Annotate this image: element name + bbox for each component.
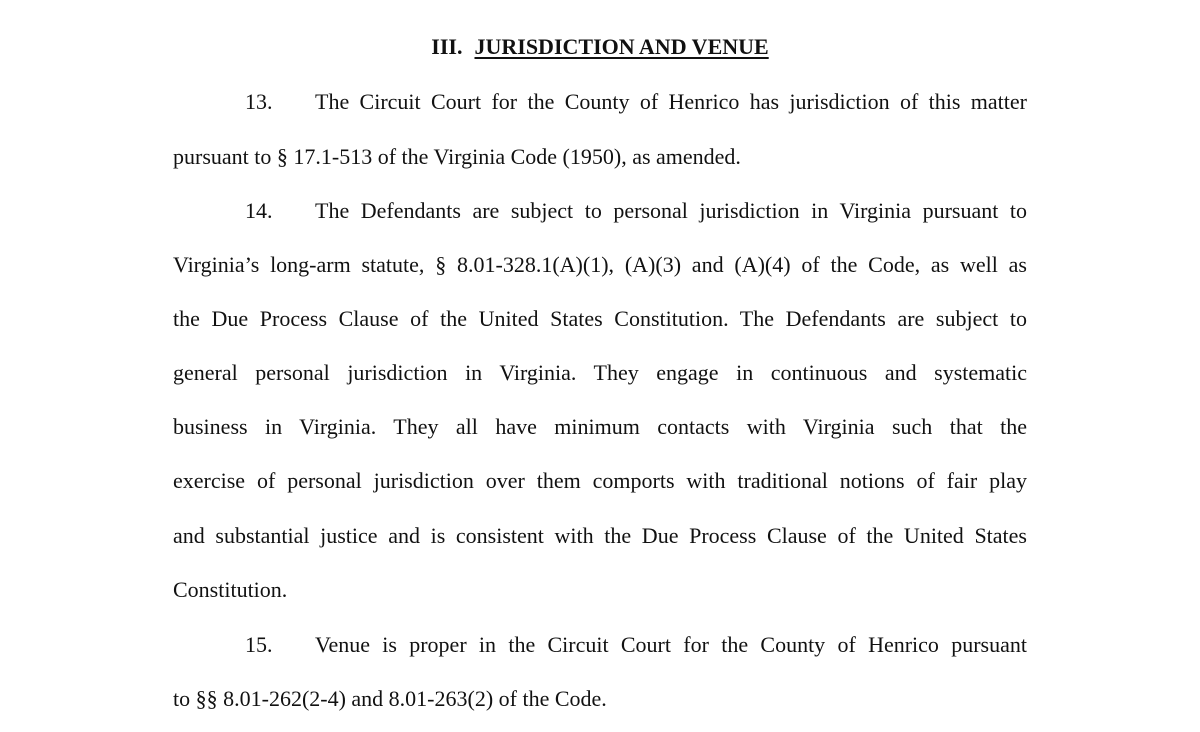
paragraph-number: 13. [245, 89, 273, 114]
paragraph-14-line-3: the Due Process Clause of the United States Constitution. The Defendants are subject to [173, 306, 1027, 331]
paragraph-14-line-5: business in Virginia. They all have minimum contacts with Virginia such that the [173, 414, 1027, 439]
paragraph-number: 14. [245, 198, 273, 223]
paragraph-14-line-2: Virginia’s long-arm statute, § 8.01-328.1(A)(1), (A)(3) and (A)(4) of the Code, as well as [173, 252, 1027, 277]
paragraph-14-line-1 [245, 195, 1027, 227]
paragraph-13-line-2: pursuant to § 17.1-513 of the Virginia Code (1950), as amended. [173, 144, 741, 169]
paragraph-text: The Defendants are subject to personal jurisdiction in Virginia pursuant to [315, 198, 1027, 223]
paragraph-text: Venue is proper in the Circuit Court for the County of Henrico pursuant [315, 632, 1027, 657]
paragraph-14-line-7: and substantial justice and is consistent with the Due Process Clause of the United States [173, 523, 1027, 548]
paragraph-text: The Circuit Court for the County of Henrico has jurisdiction of this matter [315, 89, 1027, 114]
section-heading [0, 30, 1200, 64]
paragraph-15-line-1 [245, 629, 1027, 661]
paragraph-14-line-6: exercise of personal jurisdiction over them comports with traditional notions of fair play [173, 468, 1027, 493]
paragraph-15-line-2: to §§ 8.01-262(2-4) and 8.01-263(2) of the Code. [173, 686, 607, 711]
paragraph-14-line-4: general personal jurisdiction in Virginia. They engage in continuous and systematic [173, 360, 1027, 385]
paragraph-14-line-8: Constitution. [173, 577, 288, 602]
section-title: JURISDICTION AND VENUE [474, 34, 769, 59]
section-number: III. [431, 34, 463, 59]
paragraph-13-line-1 [245, 86, 1027, 118]
paragraph-number: 15. [245, 632, 273, 657]
